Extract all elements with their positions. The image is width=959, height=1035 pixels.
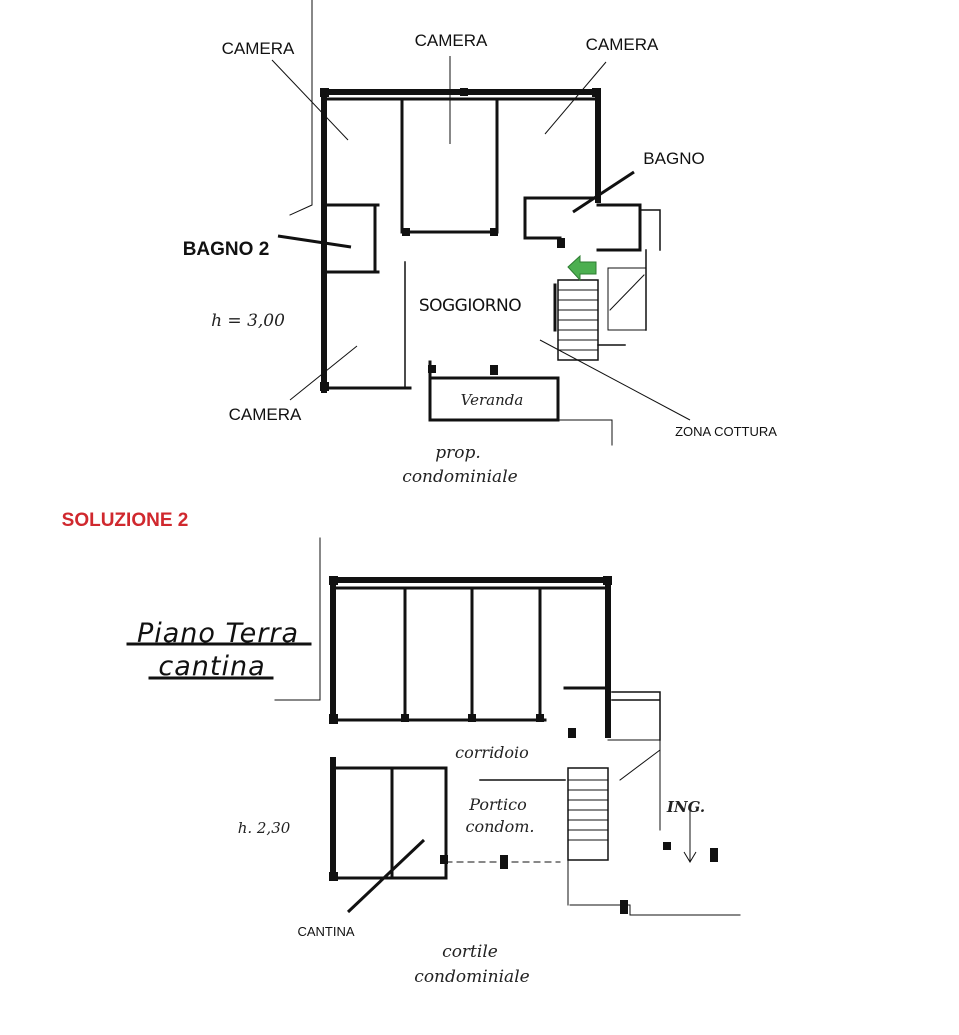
label-camera-top-center: CAMERA (414, 31, 488, 50)
ing-arrow-icon (684, 810, 696, 862)
label-cantina: CANTINA (297, 924, 355, 939)
label-upper-prop: prop. (435, 443, 481, 463)
leader-cantina (348, 840, 424, 912)
section-title: SOLUZIONE 2 (61, 510, 189, 531)
label-zona-cottura: ZONA COTTURA (675, 424, 777, 439)
ground-staircase (568, 692, 660, 905)
label-upper-condominiale: condominiale (402, 467, 518, 487)
ground-floor-plan (128, 538, 740, 987)
upper-site-line-right (560, 420, 612, 445)
label-piano-terra: Piano Terra (136, 618, 300, 649)
label-camera-bottom-left: CAMERA (228, 405, 302, 424)
label-ground-condominiale: condominiale (414, 967, 530, 987)
upper-pillars (320, 88, 601, 391)
upper-wall-ext-right (640, 210, 660, 330)
entrance-arrow-icon (568, 256, 596, 280)
ground-cellar-dividers (405, 590, 540, 718)
label-soggiorno: SOGGIORNO (418, 296, 522, 316)
ground-site-line-bottom (570, 905, 740, 915)
label-veranda: Veranda (460, 391, 524, 409)
label-camera-top-right: CAMERA (585, 35, 659, 54)
label-camera-top-left: CAMERA (221, 39, 295, 58)
upper-site-line-left (290, 0, 312, 215)
label-condom: condom. (465, 817, 535, 836)
label-ing: ING. (666, 798, 706, 816)
label-cantina-title: cantina (158, 651, 266, 682)
label-portico: Portico (469, 795, 527, 814)
upper-staircase (558, 268, 646, 360)
ground-cantina-block (333, 768, 446, 878)
leader-bagno-2 (278, 236, 351, 247)
label-bagno-2: BAGNO 2 (182, 239, 270, 260)
upper-wall-bagno-ext (598, 205, 640, 250)
label-corridoio: corridoio (455, 743, 529, 762)
label-bagno: BAGNO (643, 149, 705, 168)
label-upper-height: h = 3,00 (211, 311, 285, 331)
upper-floor-plan (183, 0, 778, 487)
label-ground-height: h. 2,30 (237, 819, 291, 837)
leader-zona-cottura (540, 340, 690, 420)
upper-wall-camera-left (324, 205, 378, 272)
label-cortile: cortile (442, 942, 498, 962)
